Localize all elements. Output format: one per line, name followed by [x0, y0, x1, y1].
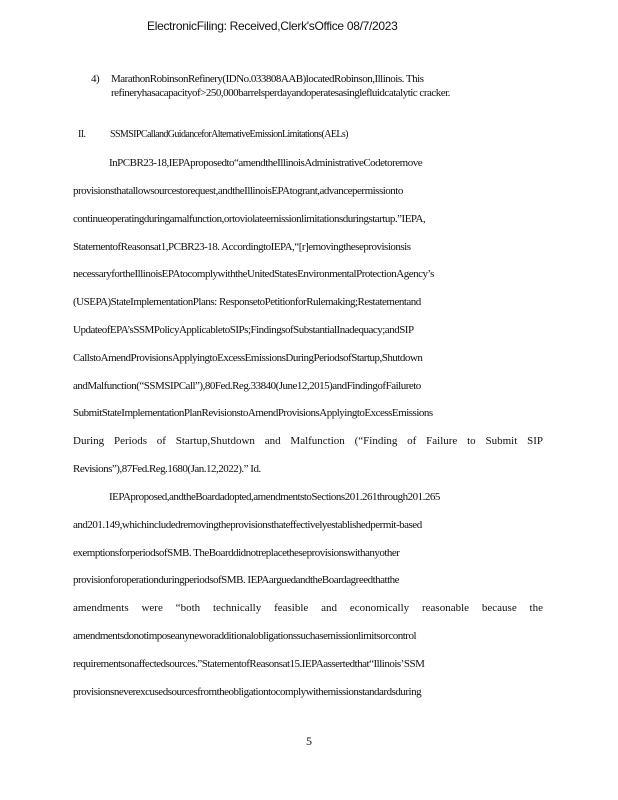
section-title: SSMSIPCallandGuidanceforAlternativeEmissionLimitations(AELs)	[110, 129, 348, 140]
filing-stamp-header: ElectronicFiling: Received,Clerk'sOffice 08/7/2023	[147, 19, 398, 33]
body-line: and201.149,whichincludedremovingtheprovisionsthateffectivelyestablishedpermit-based	[73, 519, 422, 531]
body-line: UpdateofEPA’sSSMPolicyApplicabletoSIPs;FindingsofSubstantialInadequacy;andSIP	[73, 324, 414, 336]
section-numeral: II.	[78, 129, 86, 140]
body-line: CallstoAmendProvisionsApplyingtoExcessEmissionsDuringPeriodsofStartup,Shutdown	[73, 352, 423, 364]
body-line: SubmitStateImplementationPlanRevisionstoAmendProvisionsApplyingtoExcessEmissions	[73, 407, 433, 419]
page-number: 5	[306, 734, 312, 748]
body-line: exemptionsforperiodsofSMB. TheBoarddidnotreplacetheseprovisionswithanyother	[73, 547, 400, 559]
body-line: provisionsthatallowsourcestorequest,andtheIllinoisEPAtogrant,advancepermissionto	[73, 185, 403, 197]
body-line: provisionforoperationduringperiodsofSMB. IEPAarguedandtheBoardagreedthatthe	[73, 574, 400, 586]
list-item-number: 4)	[91, 73, 100, 85]
list-item-text: MarathonRobinsonRefinery(IDNo.033808AAB)locatedRobinson,Illinois. This refineryhasacapacityof>250,000barrelsperdayandoperatesasinglefluidcatalytic cracker.	[111, 73, 450, 99]
body-line: requirementsonaffectedsources.”StatementofReasonsat15.IEPAassertedthat“Illinois’SSM	[73, 658, 425, 670]
list-item	[91, 72, 531, 100]
body-line: During Periods of Startup,Shutdown and Malfunction (“Finding of Failure to Submit SIP	[73, 435, 543, 447]
body-line: continueoperatingduringamalfunction,ortoviolateemissionlimitationsduringstartup.”IEPA,	[73, 213, 426, 225]
body-line: InPCBR23-18,IEPAproposedto“amendtheIllinoisAdministrativeCodetoremove	[109, 157, 423, 169]
body-line: (USEPA)StateImplementationPlans: ResponsetoPetitionforRulemaking;Restatementand	[73, 296, 421, 308]
body-line: amendments were “both technically feasible and economically reasonable because the	[73, 602, 543, 614]
body-line: Revisions”),87Fed.Reg.1680(Jan.12,2022).” Id.	[73, 463, 261, 475]
body-line: IEPAproposed,andtheBoardadopted,amendmentstoSections201.261through201.265	[109, 491, 440, 503]
body-line: StatementofReasonsat1,PCBR23-18. AccordingtoIEPA,“[r]emovingtheseprovisionsis	[73, 241, 411, 253]
body-line: andMalfunction(“SSMSIPCall”),80Fed.Reg.33840(June12,2015)andFindingofFailureto	[73, 380, 421, 392]
body-line: necessaryfortheIllinoisEPAtocomplywiththeUnitedStatesEnvironmentalProtectionAgency’s	[73, 268, 434, 280]
body-line: amendmentsdonotimposeanyneworadditionalobligationssuchasemissionlimitsorcontrol	[73, 630, 416, 642]
body-line: provisionsneverexcusedsourcesfromtheobligationtocomplywithemissionstandardsduring	[73, 686, 422, 698]
